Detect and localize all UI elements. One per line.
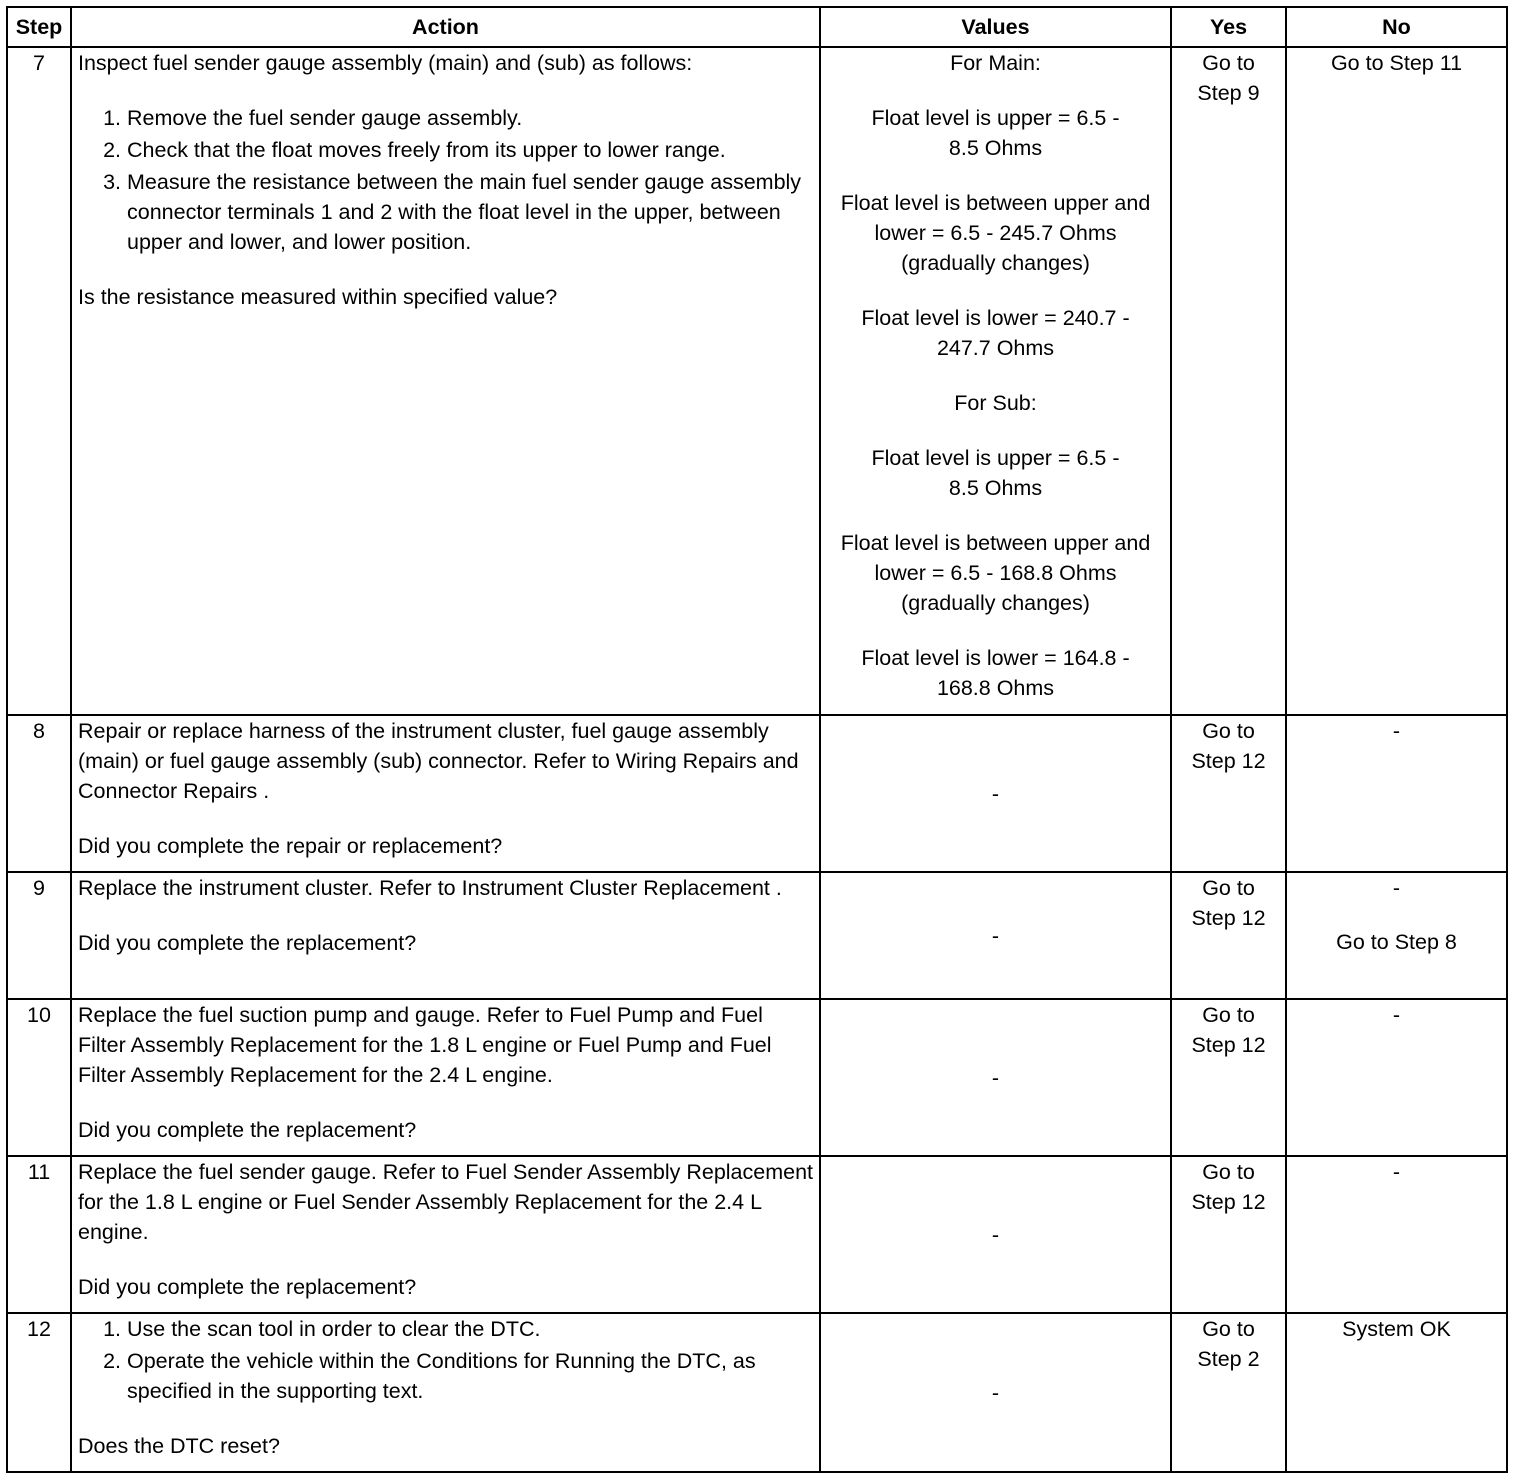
action-intro: Replace the fuel sender gauge. Refer to Fuel Sender Assembly Replacement for the 1.8 L engine or Fuel Sender Assembly Replacement for the 2.4 L engine. — [78, 1160, 814, 1244]
yes-link[interactable]: Go to Step 9 — [1197, 51, 1260, 105]
value-text: Float level is between upper and lower = 6.5 - 168.8 Ohms (gradually changes) — [840, 531, 1151, 615]
no-cell — [1286, 1313, 1507, 1472]
yes-cell — [1171, 715, 1286, 872]
yes-link[interactable]: Go to Step 12 — [1191, 719, 1266, 773]
action-cell — [71, 872, 820, 999]
list-item: 2. Operate the vehicle within the Conditions for Running the DTC, as specified in the supporting text. — [127, 1346, 813, 1406]
no-cell — [1286, 715, 1507, 872]
header-step: Step — [7, 7, 71, 47]
header-row — [7, 7, 1507, 47]
values-cell: - — [820, 872, 1171, 999]
step-number: 9 — [7, 872, 71, 999]
table-row — [7, 999, 1507, 1156]
list-item: 3. Measure the resistance between the main fuel sender gauge assembly connector terminals 1 and 2 with the float level in the upper, between upper and lower, and lower position. — [127, 167, 813, 257]
value-text: Float level is lower = 164.8 - 168.8 Ohms — [861, 646, 1130, 700]
no-cell — [1286, 1156, 1507, 1313]
step-number: 7 — [7, 47, 71, 715]
list-item: 2. Check that the float moves freely from its upper to lower range. — [127, 135, 813, 165]
action-list — [78, 103, 813, 257]
list-item: 1. Remove the fuel sender gauge assembly. — [127, 103, 813, 133]
action-cell — [71, 715, 820, 872]
value-text: Float level is between upper and lower = 6.5 - 245.7 Ohms (gradually changes) — [840, 191, 1151, 275]
action-list — [78, 1314, 813, 1406]
action-intro: Replace the instrument cluster. Refer to Instrument Cluster Replacement . — [78, 876, 782, 900]
action-question: Did you complete the repair or replacement? — [78, 834, 503, 858]
no-cell — [1286, 47, 1507, 715]
header-values: Values — [820, 7, 1171, 47]
value-text: For Main: — [950, 51, 1041, 75]
no-text: System OK — [1342, 1317, 1451, 1341]
action-cell — [71, 47, 820, 715]
step-number: 8 — [7, 715, 71, 872]
yes-link[interactable]: Go to Step 12 — [1191, 1160, 1266, 1214]
yes-link[interactable]: Go to Step 12 — [1191, 1003, 1266, 1057]
diagnostic-table — [6, 6, 1508, 1473]
action-question: Did you complete the replacement? — [78, 1118, 417, 1142]
action-intro: Inspect fuel sender gauge assembly (main) and (sub) as follows: — [78, 51, 693, 75]
yes-cell — [1171, 872, 1286, 999]
action-question: Does the DTC reset? — [78, 1434, 280, 1458]
no-text: - — [1392, 1003, 1401, 1027]
step-number: 11 — [7, 1156, 71, 1313]
list-item: 1. Use the scan tool in order to clear the DTC. — [127, 1314, 813, 1344]
action-cell — [71, 1156, 820, 1313]
step-number: 10 — [7, 999, 71, 1156]
no-link[interactable]: Go to Step 8 — [1336, 930, 1457, 954]
value-text: Float level is lower = 240.7 - 247.7 Ohms — [861, 306, 1130, 360]
table-row — [7, 1156, 1507, 1313]
step-number: 12 — [7, 1313, 71, 1472]
action-cell — [71, 1313, 820, 1472]
action-intro: Replace the fuel suction pump and gauge. Refer to Fuel Pump and Fuel Filter Assembly Replacement for the 1.8 L engine or Fuel Pump and Fuel Filter Assembly Replacement for the 2.4 L engine. — [78, 1003, 772, 1087]
no-cell — [1286, 872, 1507, 999]
value-text: Float level is upper = 6.5 - 8.5 Ohms — [871, 106, 1120, 160]
yes-cell — [1171, 1313, 1286, 1472]
action-intro: Repair or replace harness of the instrument cluster, fuel gauge assembly (main) or fuel gauge assembly (sub) connector. Refer to Wiring Repairs and Connector Repairs . — [78, 719, 799, 803]
no-dash: - — [1392, 876, 1401, 900]
values-cell: - — [820, 715, 1171, 872]
values-cell: - — [820, 1156, 1171, 1313]
header-no: No — [1286, 7, 1507, 47]
values-cell: - — [820, 999, 1171, 1156]
table-row — [7, 872, 1507, 999]
table-row — [7, 1313, 1507, 1472]
no-text: - — [1392, 719, 1401, 743]
value-text: Float level is upper = 6.5 - 8.5 Ohms — [871, 446, 1120, 500]
action-question: Did you complete the replacement? — [78, 1275, 417, 1299]
no-text: - — [1392, 1160, 1401, 1184]
yes-cell — [1171, 999, 1286, 1156]
values-cell — [820, 47, 1171, 715]
values-cell: - — [820, 1313, 1171, 1472]
action-question: Did you complete the replacement? — [78, 931, 417, 955]
yes-cell — [1171, 47, 1286, 715]
header-action: Action — [71, 7, 820, 47]
table-row — [7, 715, 1507, 872]
table-row — [7, 47, 1507, 715]
no-link[interactable]: Go to Step 11 — [1330, 51, 1463, 75]
yes-link[interactable]: Go to Step 2 — [1197, 1317, 1260, 1371]
yes-cell — [1171, 1156, 1286, 1313]
no-cell — [1286, 999, 1507, 1156]
yes-link[interactable]: Go to Step 12 — [1191, 876, 1266, 930]
value-text: For Sub: — [954, 391, 1037, 415]
action-question: Is the resistance measured within specified value? — [78, 285, 558, 309]
header-yes: Yes — [1171, 7, 1286, 47]
action-cell — [71, 999, 820, 1156]
